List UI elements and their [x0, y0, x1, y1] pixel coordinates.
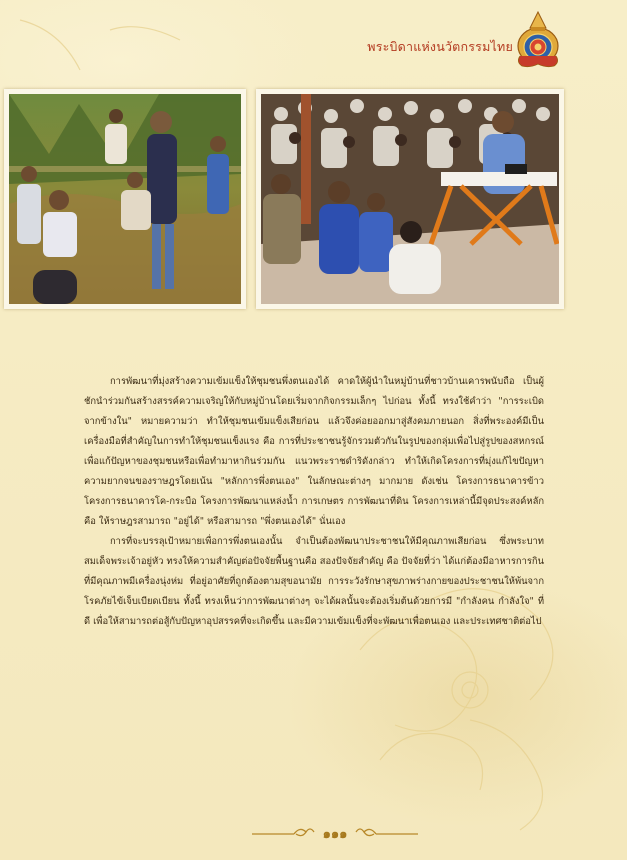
body-paragraph: การพัฒนาที่มุ่งสร้างความเข้มแข็งให้ชุมชนพึ่งตนเองได้ คาดให้ผู้นำในหมู่บ้านที่ชาวบ้านเคารพนับถือ เป็นผู้ชักนำร่วมกันสร้างสรรค์ความเจริญให้กับหมู่บ้านโดยเริ่มจากกิจกรรมเล็กๆ ไปก่อน ทั้งนี้ ทรงใช้คำว่า "การระเบิดจากข้างใน" หมายความว่า ทำให้ชุมชนเข้มแข็งเสียก่อน แล้วจึงค่อยออกมาสู่สังคมภายนอก สิ่งที่พระองค์มีเป็นเครื่องมือที่สำคัญในการทำให้ชุมชนแข็งแรง คือ การที่ประชาชนรู้จักรวมตัวกันในรูปของกลุ่มเพื่อไปสู่รูปของสหกรณ์เพื่อแก้ปัญหาของชุมชนหรือเพื่อทำมาหากินร่วมกัน แนวพระราชดำริดังกล่าว ทำให้เกิดโครงการที่มุ่งแก้ไขปัญหาความยากจนของราษฎรโดยเน้น "หลักการพึ่งตนเอง" ในลักษณะต่างๆ มากมาย ดังเช่น โครงการธนาคารข้าว โครงการธนาคารโค-กระบือ โครงการพัฒนาแหล่งน้ำ การเกษตร การพัฒนาที่ดิน โครงการเหล่านี้มีจุดประสงค์หลักคือ ให้ราษฎรสามารถ "อยู่ได้" หรือสามารถ "พึ่งตนเองได้" นั่นเอง	[84, 376, 544, 527]
page-number: ๑๑๑	[322, 827, 348, 842]
article-body	[84, 372, 544, 632]
royal-seal-emblem-icon	[514, 10, 562, 70]
photo-royal-audience-villagers	[261, 94, 559, 304]
book-title: พระบิดาแห่งนวัตกรรมไทย	[367, 39, 513, 54]
photo-frame-right	[256, 89, 564, 309]
photo-frame-left	[4, 89, 246, 309]
body-paragraph: การที่จะบรรลุเป้าหมายเพื่อการพึ่งตนเองนั้น จำเป็นต้องพัฒนาประชาชนให้มีคุณภาพเสียก่อน ซึ่งพระบาทสมเด็จพระเจ้าอยู่หัว ทรงให้ความสำคัญต่อปัจจัยพื้นฐานคือ สองปัจจัยสำคัญ คือ ปัจจัยที่ว่า ได้แก่ต้องมีอาหารการกินที่มีคุณภาพมีเครื่องนุ่งห่ม ที่อยู่อาศัยที่ถูกต้องตามสุขอนามัย การระวังรักษาสุขภาพร่างกายของประชาชนให้พ้นจากโรคภัยไข้เจ็บเบียดเบียน ทั้งนี้ ทรงเห็นว่าการพัฒนาต่างๆ จะได้ผลนั้นจะต้องเริ่มต้นด้วยการมี "กำลังคน กำลังใจ" ที่ดี เพื่อให้สามารถต่อสู้กับปัญหาอุปสรรคที่จะเกิดขึ้น และมีความเข้มแข็งที่จะพัฒนาเพื่อตนเอง และประเทศชาติต่อไป	[84, 536, 544, 627]
page-footer	[250, 822, 420, 844]
photo-royal-visit-field	[9, 94, 241, 304]
